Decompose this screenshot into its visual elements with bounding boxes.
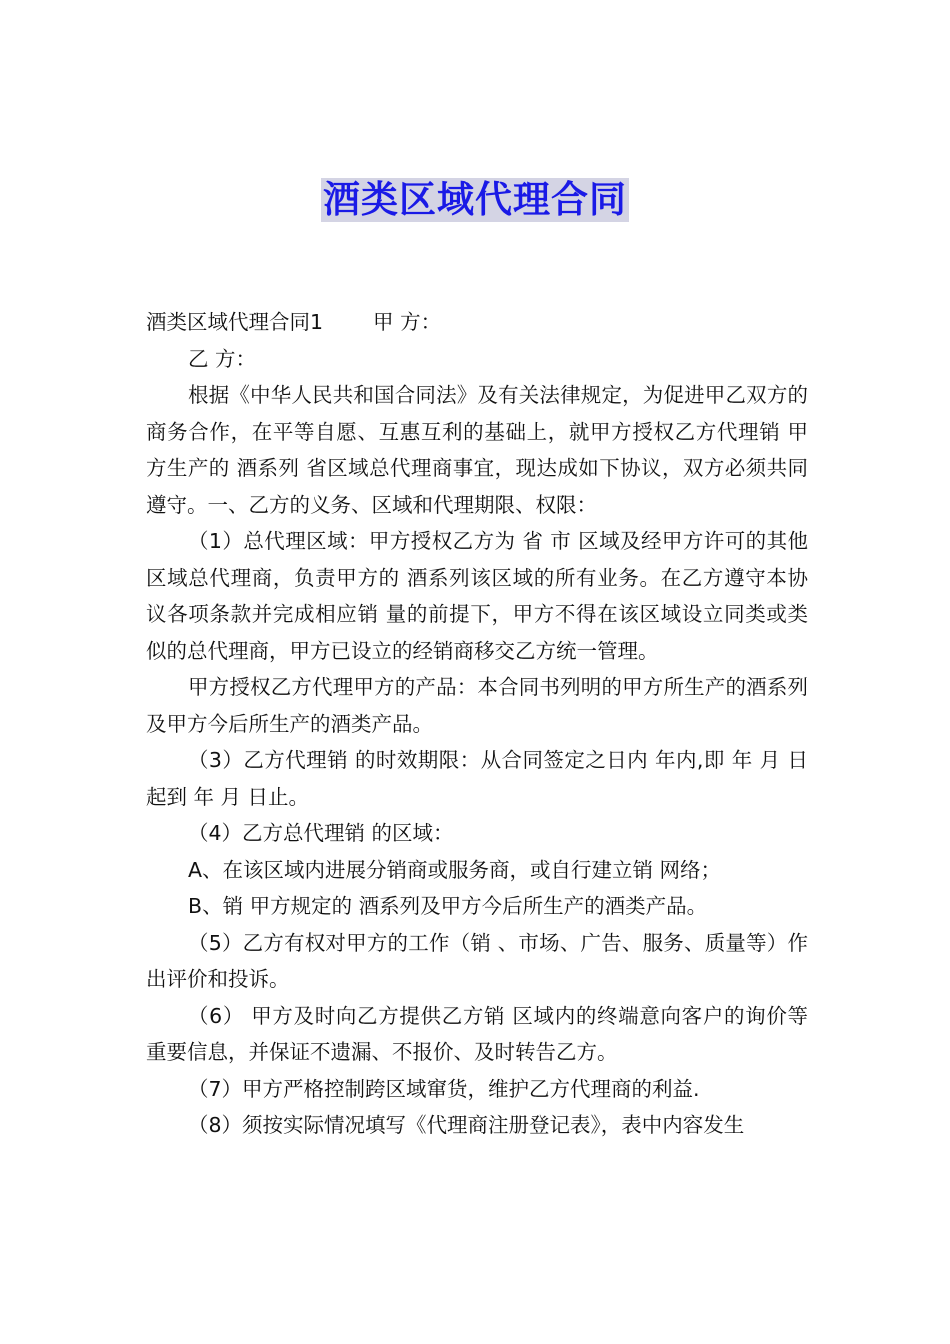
paragraph: A、在该区域内进展分销商或服务商，或自行建立销 网络； xyxy=(188,857,722,882)
paragraph: B、销 甲方规定的 酒系列及甲方今后所生产的酒类产品。 xyxy=(188,894,708,918)
paragraph: （1）总代理区域：甲方授权乙方为 省 市 区域及经甲方许可的其他区域总代理商，负责甲方的 酒系列该区域的所有业务。在乙方遵守本协议各项条款并完成相应销 量的前提下，甲方不得在该区域设立同类或类似的总代理商，甲方已设立的经销商移交乙方统一管理。 xyxy=(146,529,808,663)
paragraph: （6） 甲方及时向乙方提供乙方销 区域内的终端意向客户的询价等重要信息，并保证不遗漏、不报价、及时转告乙方。 xyxy=(146,1003,808,1064)
title-container xyxy=(0,178,950,222)
paragraph: （8）须按实际情况填写《代理商注册登记表》，表中内容发生 xyxy=(188,1113,745,1137)
party-b-label: 乙 方： xyxy=(188,346,257,371)
paragraph: 甲方授权乙方代理甲方的产品：本合同书列明的甲方所生产的酒系列及甲方今后所生产的酒类产品。 xyxy=(146,675,808,736)
heading-line xyxy=(146,304,808,341)
paragraph: （4）乙方总代理销 的区域： xyxy=(188,821,454,845)
document-title: 酒类区域代理合同 xyxy=(323,178,627,221)
party-a-label: 甲 方： xyxy=(373,310,442,334)
document-body xyxy=(146,304,808,1144)
contract-heading: 酒类区域代理合同1 xyxy=(146,310,324,334)
paragraph: （3）乙方代理销 的时效期限：从合同签定之日内 年内,即 年 月 日起到 年 月 日止。 xyxy=(146,748,808,809)
paragraph: 根据《中华人民共和国合同法》及有关法律规定，为促进甲乙双方的商务合作，在平等自愿、互惠互利的基础上，就甲方授权乙方代理销 甲方生产的 酒系列 省区域总代理商事宜，现达成如下协议，双方必须共同遵守。一、乙方的义务、区域和代理期限、权限： xyxy=(146,383,808,517)
paragraph: （5）乙方有权对甲方的工作（销 、市场、广告、服务、质量等）作出评价和投诉。 xyxy=(146,930,808,991)
paragraph: （7）甲方严格控制跨区域窜货，维护乙方代理商的利益. xyxy=(188,1076,700,1101)
